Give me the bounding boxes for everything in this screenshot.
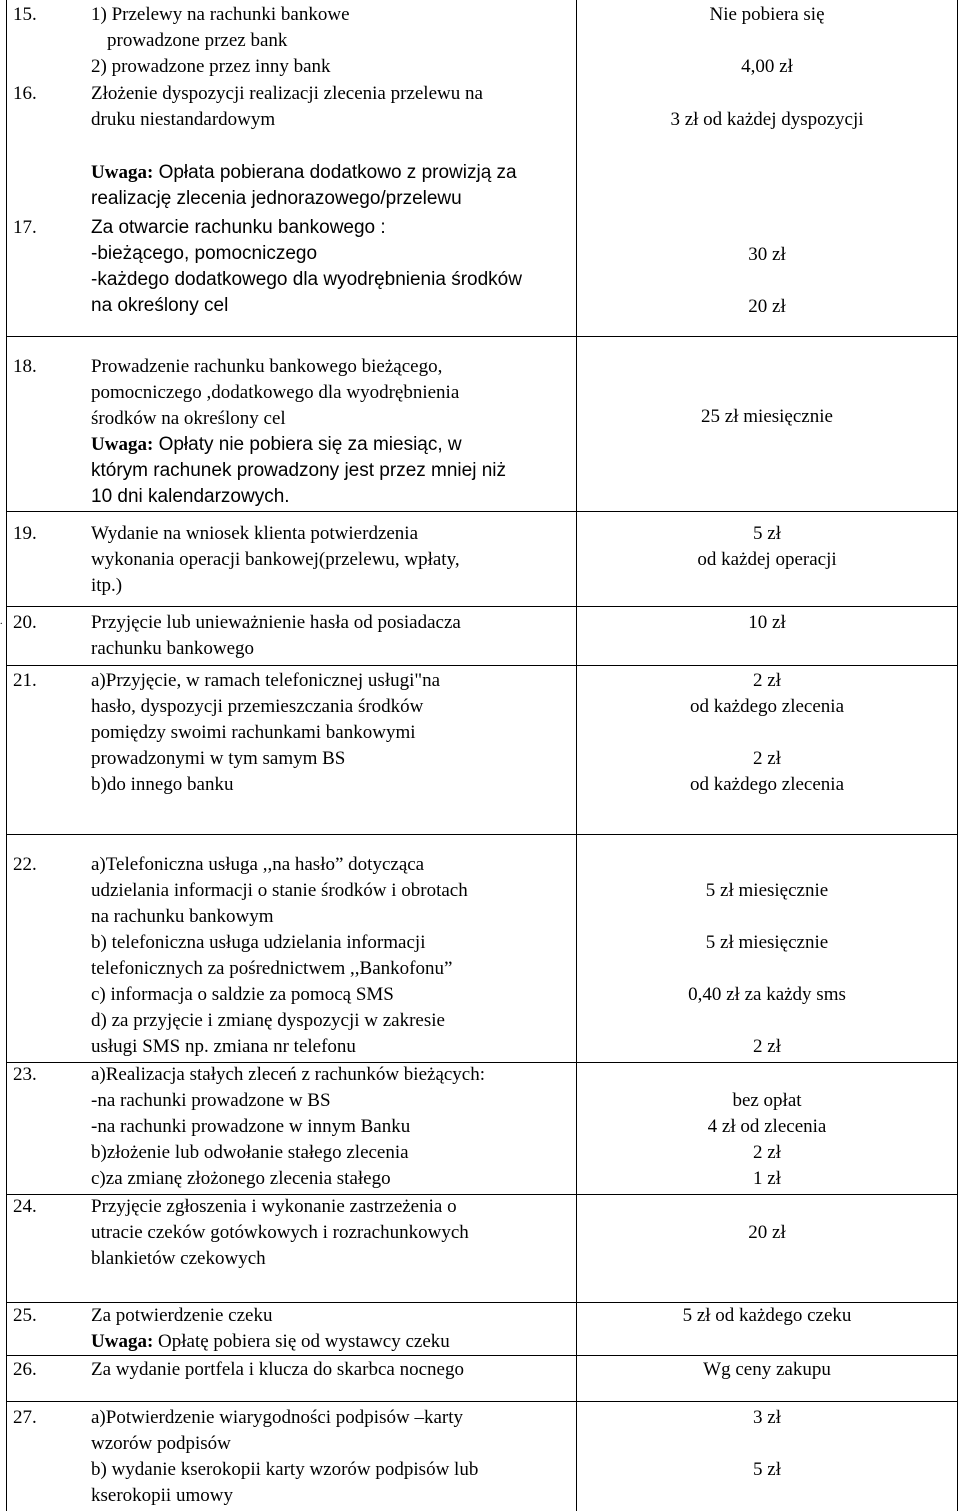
row-27-desc-line: wzorów podpisów [91,1433,231,1454]
row-17-number: 17. [13,217,37,238]
row-25-fee-line: 5 zł od każdego czeku [682,1305,852,1326]
row-19-desc-line: wykonania operacji bankowej(przelewu, wpłaty, [91,549,460,570]
row-24-description [91,1194,575,1272]
row-18-fee [577,404,957,430]
row-19-fee-line: od każdej operacji [697,549,837,570]
row-20-description [91,610,575,662]
row-27-fee [577,1405,957,1483]
row-23-desc-line: c)za zmianę złożonego zlecenia stałego [91,1168,391,1189]
row-16-fee [577,107,957,133]
row-26-fee [577,1357,957,1383]
row-25-number: 25. [13,1305,37,1326]
row-27-desc-line: a)Potwierdzenie wiarygodności podpisów –karty [91,1407,463,1428]
row-divider [6,1355,957,1356]
stray-mark: . [0,616,3,627]
row-15-desc-line: 2) prowadzone przez inny bank [91,56,331,77]
row-23-desc-line: b)złożenie lub odwołanie stałego zlecenia [91,1142,409,1163]
row-23-description [91,1062,575,1192]
row-22-number: 22. [13,854,37,875]
row-17-desc-line: Za otwarcie rachunku bankowego : [91,217,386,238]
row-25-fee [577,1303,957,1329]
row-27-desc-line: b) wydanie kserokopii karty wzorów podpisów lub [91,1459,479,1480]
row-19-description [91,521,575,599]
row-27-number: 27. [13,1407,37,1428]
row-27-desc-line: kserokopii umowy [91,1485,233,1506]
row-22-description [91,852,575,1060]
row-21-fee [577,668,957,798]
row-20-fee [577,610,957,636]
row-divider [6,834,957,835]
row-19-fee-line: 5 zł [753,523,781,544]
row-15-fee-line: Nie pobiera się [709,4,825,25]
row-21-fee-line: 2 zł [753,670,781,691]
row-18-desc-line: Prowadzenie rachunku bankowego bieżącego, [91,356,443,377]
row-16-note [91,160,575,212]
row-17-fee-line: 30 zł [748,244,786,265]
row-17-desc-line: na określony cel [91,295,229,316]
row-22-fee-line: 5 zł miesięcznie [705,880,829,901]
row-23-desc-line: a)Realizacja stałych zleceń z rachunków bieżących: [91,1064,486,1085]
note-label: Uwaga: [91,1331,154,1352]
row-26-number: 26. [13,1359,37,1380]
row-25-note-line: Opłatę pobiera się od wystawcy czeku [158,1331,450,1352]
row-24-number: 24. [13,1196,37,1217]
row-21-number: 21. [13,670,37,691]
row-23-fee [577,1088,957,1192]
row-21-fee-line: od każdego zlecenia [689,696,845,717]
row-21-fee-line: 2 zł [753,748,781,769]
row-19-number: 19. [13,523,37,544]
row-21-desc-line: a)Przyjęcie, w ramach telefonicznej usługi"na [91,670,441,691]
row-24-desc-line: blankietów czekowych [91,1248,266,1269]
row-22-fee-line: 2 zł [753,1036,781,1057]
row-22-desc-line: d) za przyjęcie i zmianę dyspozycji w zakresie [91,1010,445,1031]
row-23-number: 23. [13,1064,37,1085]
row-18-desc-line: środków na określony cel [91,408,286,429]
row-23-fee-line: 1 zł [753,1168,781,1189]
row-15-number: 15. [13,4,37,25]
row-20-desc-line: rachunku bankowego [91,638,255,659]
row-divider [6,1401,957,1402]
row-18-note-line: 10 dni kalendarzowych. [91,486,290,507]
row-27-fee-line: 5 zł [753,1459,781,1480]
row-21-desc-line: hasło, dyspozycji przemieszczania środków [91,696,424,717]
row-26-description [91,1357,575,1383]
row-divider [6,336,957,337]
table-left-border [6,0,7,1511]
row-16-note-line: realizację zlecenia jednorazowego/przelewu [91,188,462,209]
row-divider [6,606,957,607]
row-22-desc-line: usługi SMS np. zmiana nr telefonu [91,1036,356,1057]
row-21-desc-line: b)do innego banku [91,774,234,795]
row-17-desc-line: -każdego dodatkowego dla wyodrębnienia środków [91,269,522,290]
row-22-fee-line: 5 zł miesięcznie [705,932,829,953]
row-17-fee-line: 20 zł [748,296,786,317]
row-divider [6,511,957,512]
row-23-desc-line: -na rachunki prowadzone w innym Banku [91,1116,411,1137]
row-17-desc-line: -bieżącego, pomocniczego [91,243,318,264]
row-18-desc-line: pomocniczego ,dodatkowego dla wyodrębnienia [91,382,460,403]
row-21-desc-line: pomiędzy swoimi rachunkami bankowymi [91,722,416,743]
row-16-desc-line: Złożenie dyspozycji realizacji zlecenia przelewu na [91,83,483,104]
row-25-desc-line: Za potwierdzenie czeku [91,1305,273,1326]
row-27-description [91,1405,575,1509]
row-18-note-line: którym rachunek prowadzony jest przez mniej niż [91,460,507,481]
row-22-desc-line: udzielania informacji o stanie środków i obrotach [91,880,468,901]
row-15-description [91,2,575,80]
row-23-fee-line: 2 zł [753,1142,781,1163]
row-26-desc-line: Za wydanie portfela i klucza do skarbca nocnego [91,1359,464,1380]
row-18-description [91,354,575,510]
row-24-desc-line: utracie czeków gotówkowych i rozrachunkowych [91,1222,469,1243]
row-25-description [91,1303,575,1355]
row-22-desc-line: b) telefoniczna usługa udzielania informacji [91,932,426,953]
row-22-desc-line: na rachunku bankowym [91,906,274,927]
row-16-note-line: Opłata pobierana dodatkowo z prowizją za [158,162,517,183]
row-15-fee-line: 4,00 zł [741,56,793,77]
row-15-desc-line: 1) Przelewy na rachunki bankowe [91,4,350,25]
row-divider [6,665,957,666]
note-label: Uwaga: [91,434,154,455]
row-21-desc-line: prowadzonymi w tym samym BS [91,748,346,769]
row-16-fee-line: 3 zł od każdej dyspozycji [670,109,864,130]
row-22-fee [577,878,957,1060]
row-23-fee-line: 4 zł od zlecenia [707,1116,827,1137]
row-20-fee-line: 10 zł [748,612,786,633]
table-right-border [957,0,958,1511]
row-22-desc-line: c) informacja o saldzie za pomocą SMS [91,984,394,1005]
row-18-number: 18. [13,356,37,377]
row-18-fee-line: 25 zł miesięcznie [701,406,833,427]
row-22-fee-line: 0,40 zł za każdy sms [688,984,846,1005]
row-15-fee [577,2,957,80]
row-19-desc-line: Wydanie na wniosek klienta potwierdzenia [91,523,419,544]
row-24-desc-line: Przyjęcie zgłoszenia i wykonanie zastrzeżenia o [91,1196,457,1217]
row-17-fee [577,242,957,320]
row-19-desc-line: itp.) [91,575,123,596]
row-26-fee-line: Wg ceny zakupu [703,1359,831,1380]
row-16-number: 16. [13,83,37,104]
row-23-desc-line: -na rachunki prowadzone w BS [91,1090,331,1111]
row-24-fee-line: 20 zł [748,1222,786,1243]
row-16-description [91,81,575,133]
row-18-note-line: Opłaty nie pobiera się za miesiąc, w [158,434,462,455]
row-22-desc-line: telefonicznych za pośrednictwem ,,Bankofonu” [91,958,453,979]
row-20-number: 20. [13,612,37,633]
row-19-fee [577,521,957,573]
row-21-description [91,668,575,798]
row-20-desc-line: Przyjęcie lub unieważnienie hasła od posiadacza [91,612,461,633]
row-23-fee-line: bez opłat [732,1090,802,1111]
row-21-fee-line: od każdego zlecenia [689,774,845,795]
note-label: Uwaga: [91,162,154,183]
row-27-fee-line: 3 zł [753,1407,781,1428]
row-24-fee [577,1220,957,1246]
row-22-desc-line: a)Telefoniczna usługa ,,na hasło” dotycząca [91,854,425,875]
row-15-desc-line: prowadzone przez bank [107,30,288,51]
row-16-desc-line: druku niestandardowym [91,109,276,130]
row-17-description [91,215,575,319]
